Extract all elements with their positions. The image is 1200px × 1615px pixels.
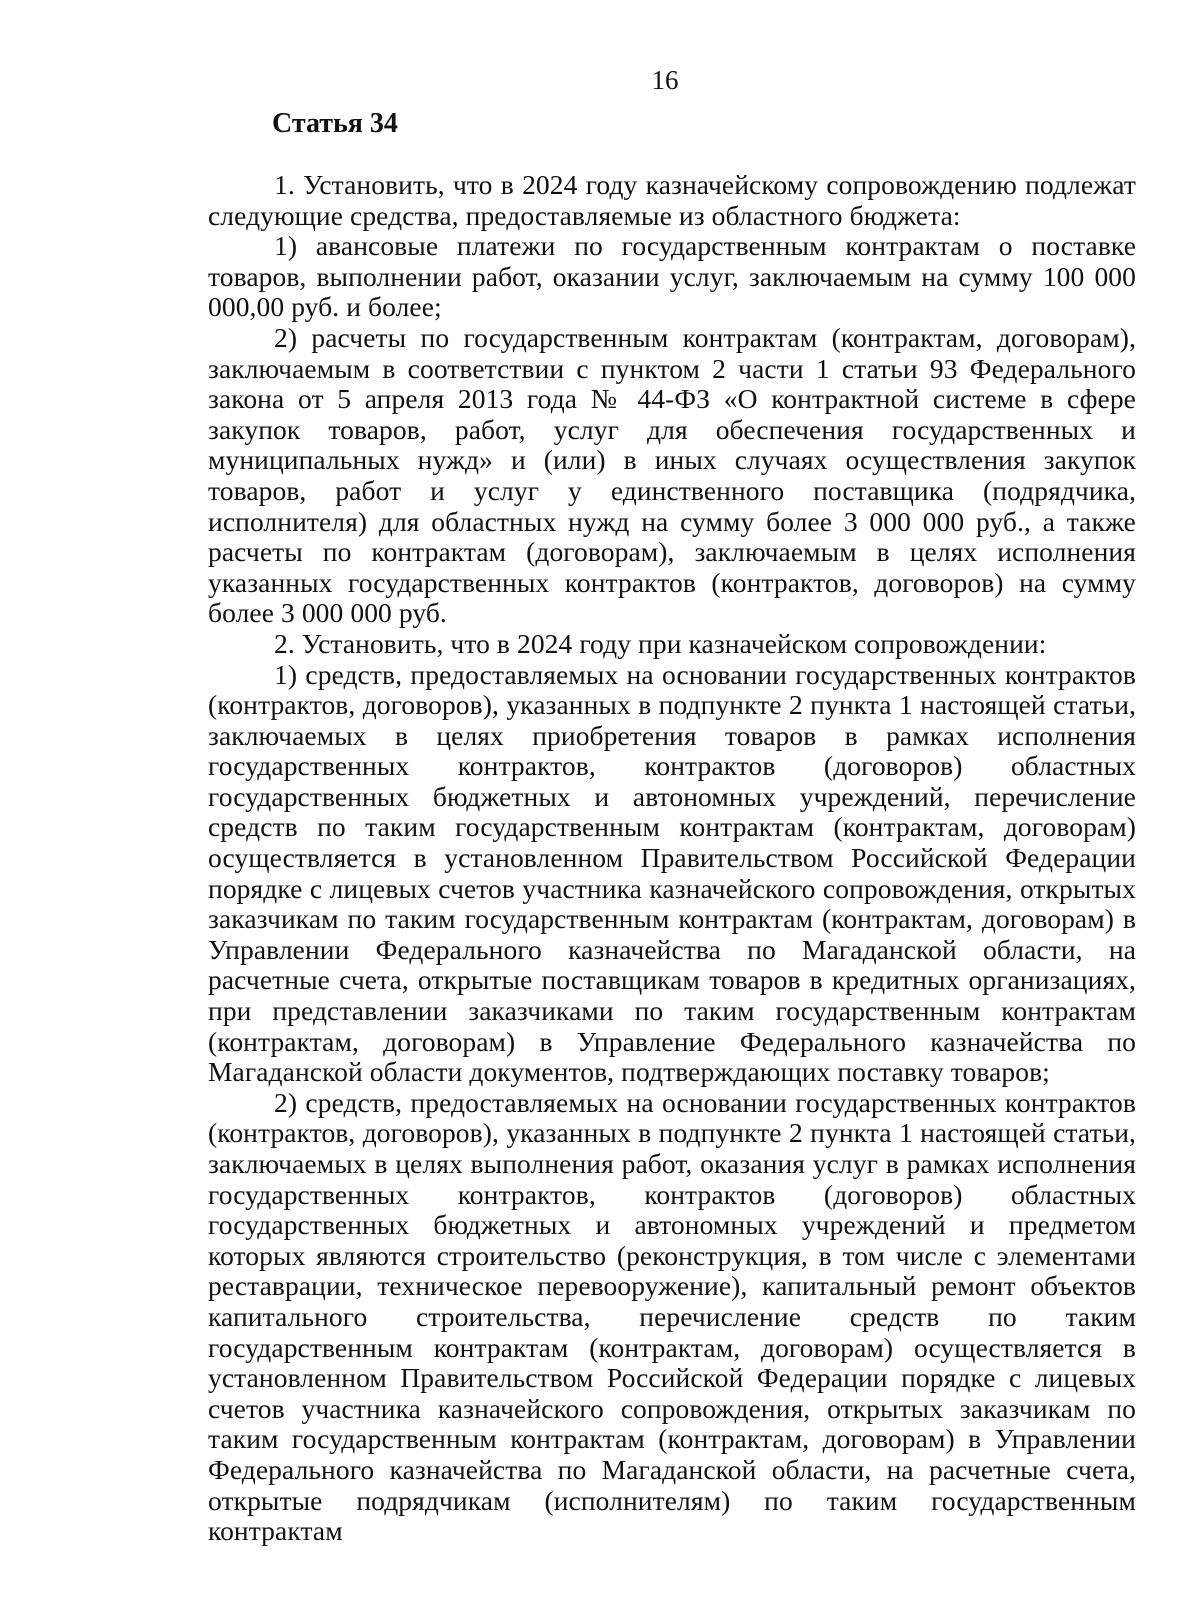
paragraph-clause-2-item-2: 2) средств, предоставляемых на основании государственных контрактов (контрактов, договоров), указанных в подпункте 2 пункта 1 настоящей статьи, заключаемых в целях выполнения работ, оказания услуг в рамках исполнения государственных контрактов, контрактов (договоров) областных государственных бюджетных и автономных учреждений и предметом которых являются строительство (реконструкция, в том числе с элементами реставрации, техническое перевооружение), капитальный ремонт объектов капитального строительства, перечисление средств по таким государственным контрактам (контрактам, договорам) осуществляется в установленном Правительством Российской Федерации порядке с лицевых счетов участника казначейского сопровождения, открытых заказчикам по таким государственным контрактам (контрактам, договорам) в Управлении Федерального казначейства по Магаданской области, на расчетные счета, открытые подрядчикам (исполнителям) по таким государственным контрактам — [208, 1086, 1136, 1547]
article-body — [208, 170, 1136, 1547]
paragraph-clause-1-item-1: 1) авансовые платежи по государственным контрактам о поставке товаров, выполнении работ, оказании услуг, заключаемым на сумму 100 000 000,00 руб. и более; — [208, 230, 1136, 323]
paragraph-clause-1: 1. Установить, что в 2024 году казначейскому сопровождению подлежат следующие средства, предоставляемые из областного бюджета: — [208, 169, 1136, 231]
paragraph-clause-1-item-2: 2) расчеты по государственным контрактам (контрактам, договорам), заключаемым в соответствии с пунктом 2 части 1 статьи 93 Федерального закона от 5 апреля 2013 года № 44-ФЗ «О контрактной системе в сфере закупок товаров, работ, услуг для обеспечения государственных и муниципальных нужд» и (или) в иных случаях осуществления закупок товаров, работ и услуг у единственного поставщика (подрядчика, исполнителя) для областных нужд на сумму более 3 000 000 руб., а также расчеты по контрактам (договорам), заключаемым в целях исполнения указанных государственных контрактов (контрактов, договоров) на сумму более 3 000 000 руб. — [208, 321, 1136, 629]
paragraph-clause-2-item-1: 1) средств, предоставляемых на основании государственных контрактов (контрактов, договоров), указанных в подпункте 2 пункта 1 настоящей статьи, заключаемых в целях приобретения товаров в рамках исполнения государственных контрактов, контрактов (договоров) областных государственных бюджетных и автономных учреждений, перечисление средств по таким государственным контрактам (контрактам, договорам) осуществляется в установленном Правительством Российской Федерации порядке с лицевых счетов участника казначейского сопровождения, открытых заказчикам по таким государственным контрактам (контрактам, договорам) в Управлении Федерального казначейства по Магаданской области, на расчетные счета, открытые поставщикам товаров в кредитных организациях, при представлении заказчиками по таким государственным контрактам (контрактам, договорам) в Управление Федерального казначейства по Магаданской области документов, подтверждающих поставку товаров; — [208, 658, 1136, 1088]
page-number — [0, 64, 1200, 96]
paragraph-clause-2: 2. Установить, что в 2024 году при казначейском сопровождении: — [274, 627, 1047, 659]
page-number-text: 16 — [651, 65, 679, 95]
article-title: Статья 34 — [272, 108, 398, 139]
